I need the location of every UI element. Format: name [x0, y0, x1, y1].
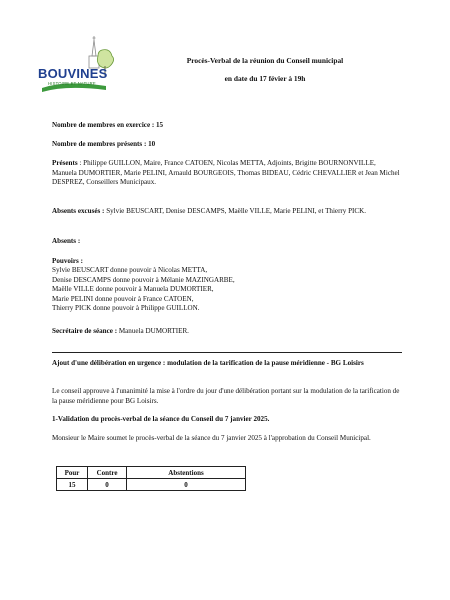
presents-text: : Philippe GUILLON, Maire, France CATOEN, Nicolas METTA, Adjoints, Brigitte BOURNONVILLE, Manuela DUMORTIER, Marie PELINI, Arnauld BOURGEOIS, Thomas BIDEAU, Cédric CHEVALLIER et Jean Michel DESPREZ, Conseillers Municipaux.	[52, 159, 400, 186]
excused-label: Absents excusés :	[52, 207, 105, 215]
votes-value-contre: 0	[88, 479, 127, 491]
document-date: en date du 17 févier à 19h	[224, 74, 306, 83]
presents-label: Présents	[52, 159, 78, 167]
urgence-heading: Ajout d'une délibération en urgence : modulation de la tarification de la pause méridienne - BG Loisirs	[52, 359, 364, 367]
pouvoir-line: Marie PELINI donne pouvoir à France CATOEN,	[52, 294, 194, 303]
pouvoir-line: Denise DESCAMPS donne pouvoir à Mélanie MAZINGARBE,	[52, 275, 235, 284]
votes-table	[56, 466, 246, 491]
absents-label: Absents :	[52, 237, 81, 245]
votes-value-row	[57, 479, 246, 491]
item1-heading: 1-Validation du procès-verbal de la séance du Conseil du 7 janvier 2025.	[52, 415, 270, 423]
section-divider	[52, 352, 402, 353]
secretaire-paragraph	[52, 327, 402, 337]
logo-name: BOUVINES	[38, 66, 108, 81]
members-in-exercise: Nombre de membres en exercice : 15	[52, 121, 164, 129]
pouvoirs-label: Pouvoirs :	[52, 257, 83, 265]
secretaire-text: Manuela DUMORTIER.	[117, 327, 189, 335]
members-present: Nombre de membres présents : 10	[52, 140, 156, 148]
excused-paragraph	[52, 207, 402, 217]
votes-header-pour: Pour	[57, 467, 88, 479]
secretaire-label: Secrétaire de séance :	[52, 327, 118, 335]
document-title: Procès-Verbal de la réunion du Conseil municipal	[186, 56, 344, 65]
urgence-text: Le conseil approuve à l'unanimité la mise à l'ordre du jour d'une délibération portant sur la modulation de la tarification de la pause méridienne pour BG Loisirs.	[52, 387, 400, 405]
votes-header-contre: Contre	[88, 467, 127, 479]
logo-tagline: HISTOIRE ET NATURE	[48, 81, 96, 86]
pouvoir-line: Maëlle VILLE donne pouvoir à Manuela DUMORTIER,	[52, 285, 214, 293]
votes-header-row	[57, 467, 246, 479]
pouvoir-line: Sylvie BEUSCART donne pouvoir à Nicolas METTA,	[52, 266, 208, 274]
presents-paragraph	[52, 159, 402, 188]
votes-value-pour: 15	[57, 479, 88, 491]
pouvoir-line: Thierry PICK donne pouvoir à Philippe GUILLON.	[52, 304, 200, 312]
pouvoirs-list	[52, 266, 402, 314]
item1-text: Monsieur le Maire soumet le procès-verbal de la séance du 7 janvier 2025 à l'approbation du Conseil Municipal.	[52, 434, 371, 442]
votes-value-abstentions: 0	[127, 479, 246, 491]
votes-header-abstentions: Abstentions	[127, 467, 246, 479]
bouvines-logo	[36, 36, 116, 94]
excused-text: Sylvie BEUSCART, Denise DESCAMPS, Maëlle VILLE, Marie PELINI, et Thierry PICK.	[104, 207, 367, 215]
